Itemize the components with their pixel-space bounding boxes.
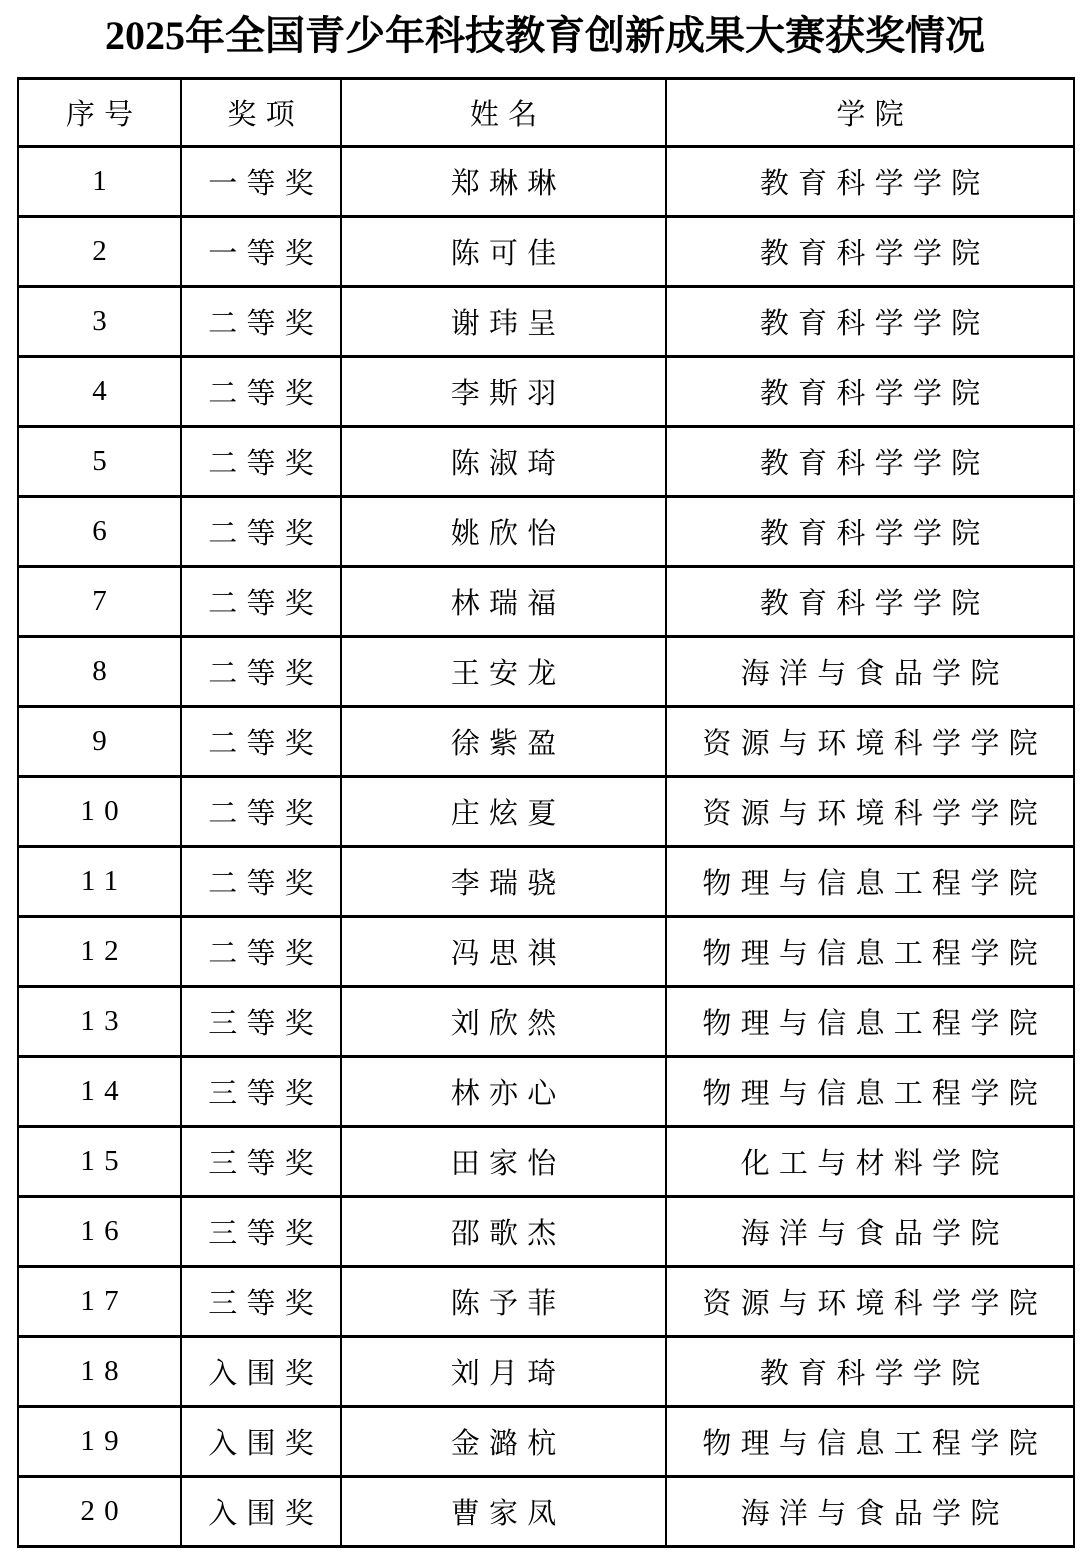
cell-name: 徐紫盈 (341, 707, 666, 777)
cell-name: 邵歌杰 (341, 1197, 666, 1267)
cell-college: 化工与材料学院 (666, 1127, 1074, 1197)
table-row (18, 1057, 1074, 1127)
cell-award: 入围奖 (181, 1477, 341, 1547)
cell-college: 资源与环境科学学院 (666, 707, 1074, 777)
cell-college: 教育科学学院 (666, 147, 1074, 217)
cell-award: 二等奖 (181, 777, 341, 847)
column-header-name: 姓名 (341, 79, 666, 147)
cell-name: 王安龙 (341, 637, 666, 707)
page-title: 2025年全国青少年科技教育创新成果大赛获奖情况 (105, 13, 985, 58)
table-row (18, 1477, 1074, 1547)
cell-college: 教育科学学院 (666, 1337, 1074, 1407)
cell-name: 刘欣然 (341, 987, 666, 1057)
cell-award: 二等奖 (181, 287, 341, 357)
table-row (18, 1407, 1074, 1477)
cell-name: 谢玮呈 (341, 287, 666, 357)
cell-award: 三等奖 (181, 1127, 341, 1197)
cell-award: 二等奖 (181, 917, 341, 987)
cell-college: 物理与信息工程学院 (666, 1057, 1074, 1127)
cell-name: 庄炫夏 (341, 777, 666, 847)
cell-college: 教育科学学院 (666, 217, 1074, 287)
table-row (18, 357, 1074, 427)
cell-college: 物理与信息工程学院 (666, 987, 1074, 1057)
cell-no: 12 (18, 917, 181, 987)
table-row (18, 497, 1074, 567)
cell-name: 田家怡 (341, 1127, 666, 1197)
cell-name: 林瑞福 (341, 567, 666, 637)
cell-college: 教育科学学院 (666, 357, 1074, 427)
cell-award: 一等奖 (181, 217, 341, 287)
cell-name: 姚欣怡 (341, 497, 666, 567)
cell-no: 14 (18, 1057, 181, 1127)
table-row (18, 987, 1074, 1057)
cell-award: 三等奖 (181, 987, 341, 1057)
cell-name: 曹家凤 (341, 1477, 666, 1547)
cell-award: 二等奖 (181, 567, 341, 637)
cell-name: 陈予菲 (341, 1267, 666, 1337)
table-row (18, 567, 1074, 637)
cell-name: 刘月琦 (341, 1337, 666, 1407)
cell-award: 二等奖 (181, 847, 341, 917)
table-row (18, 707, 1074, 777)
cell-college: 物理与信息工程学院 (666, 847, 1074, 917)
cell-name: 金潞杭 (341, 1407, 666, 1477)
cell-no: 1 (18, 147, 181, 217)
cell-no: 2 (18, 217, 181, 287)
cell-college: 海洋与食品学院 (666, 1477, 1074, 1547)
cell-award: 三等奖 (181, 1197, 341, 1267)
cell-college: 教育科学学院 (666, 497, 1074, 567)
table-row (18, 147, 1074, 217)
cell-no: 11 (18, 847, 181, 917)
cell-award: 二等奖 (181, 707, 341, 777)
cell-award: 三等奖 (181, 1057, 341, 1127)
cell-award: 入围奖 (181, 1337, 341, 1407)
cell-no: 8 (18, 637, 181, 707)
cell-no: 17 (18, 1267, 181, 1337)
table-row (18, 1337, 1074, 1407)
cell-no: 18 (18, 1337, 181, 1407)
cell-award: 三等奖 (181, 1267, 341, 1337)
cell-no: 15 (18, 1127, 181, 1197)
cell-award: 二等奖 (181, 637, 341, 707)
column-header-award: 奖项 (181, 79, 341, 147)
cell-no: 7 (18, 567, 181, 637)
header-row (18, 79, 1074, 147)
cell-award: 一等奖 (181, 147, 341, 217)
table-row (18, 1197, 1074, 1267)
cell-college: 教育科学学院 (666, 427, 1074, 497)
cell-college: 教育科学学院 (666, 567, 1074, 637)
table-row (18, 777, 1074, 847)
cell-college: 资源与环境科学学院 (666, 777, 1074, 847)
table-row (18, 637, 1074, 707)
cell-college: 教育科学学院 (666, 287, 1074, 357)
column-header-no: 序号 (18, 79, 181, 147)
cell-no: 9 (18, 707, 181, 777)
cell-name: 冯思祺 (341, 917, 666, 987)
cell-award: 二等奖 (181, 497, 341, 567)
table-row (18, 917, 1074, 987)
cell-college: 物理与信息工程学院 (666, 917, 1074, 987)
cell-name: 李瑞骁 (341, 847, 666, 917)
column-header-college: 学院 (666, 79, 1074, 147)
cell-award: 入围奖 (181, 1407, 341, 1477)
awards-table (17, 77, 1075, 1548)
cell-award: 二等奖 (181, 427, 341, 497)
cell-no: 16 (18, 1197, 181, 1267)
cell-no: 4 (18, 357, 181, 427)
cell-no: 10 (18, 777, 181, 847)
table-row (18, 1267, 1074, 1337)
cell-college: 资源与环境科学学院 (666, 1267, 1074, 1337)
cell-no: 20 (18, 1477, 181, 1547)
cell-name: 陈可佳 (341, 217, 666, 287)
cell-no: 6 (18, 497, 181, 567)
cell-name: 李斯羽 (341, 357, 666, 427)
table-row (18, 1127, 1074, 1197)
cell-college: 海洋与食品学院 (666, 637, 1074, 707)
cell-college: 物理与信息工程学院 (666, 1407, 1074, 1477)
cell-no: 13 (18, 987, 181, 1057)
table-row (18, 217, 1074, 287)
cell-no: 19 (18, 1407, 181, 1477)
cell-college: 海洋与食品学院 (666, 1197, 1074, 1267)
table-row (18, 427, 1074, 497)
table-row (18, 847, 1074, 917)
cell-award: 二等奖 (181, 357, 341, 427)
cell-no: 5 (18, 427, 181, 497)
cell-no: 3 (18, 287, 181, 357)
table-row (18, 287, 1074, 357)
cell-name: 林亦心 (341, 1057, 666, 1127)
cell-name: 郑琳琳 (341, 147, 666, 217)
cell-name: 陈淑琦 (341, 427, 666, 497)
